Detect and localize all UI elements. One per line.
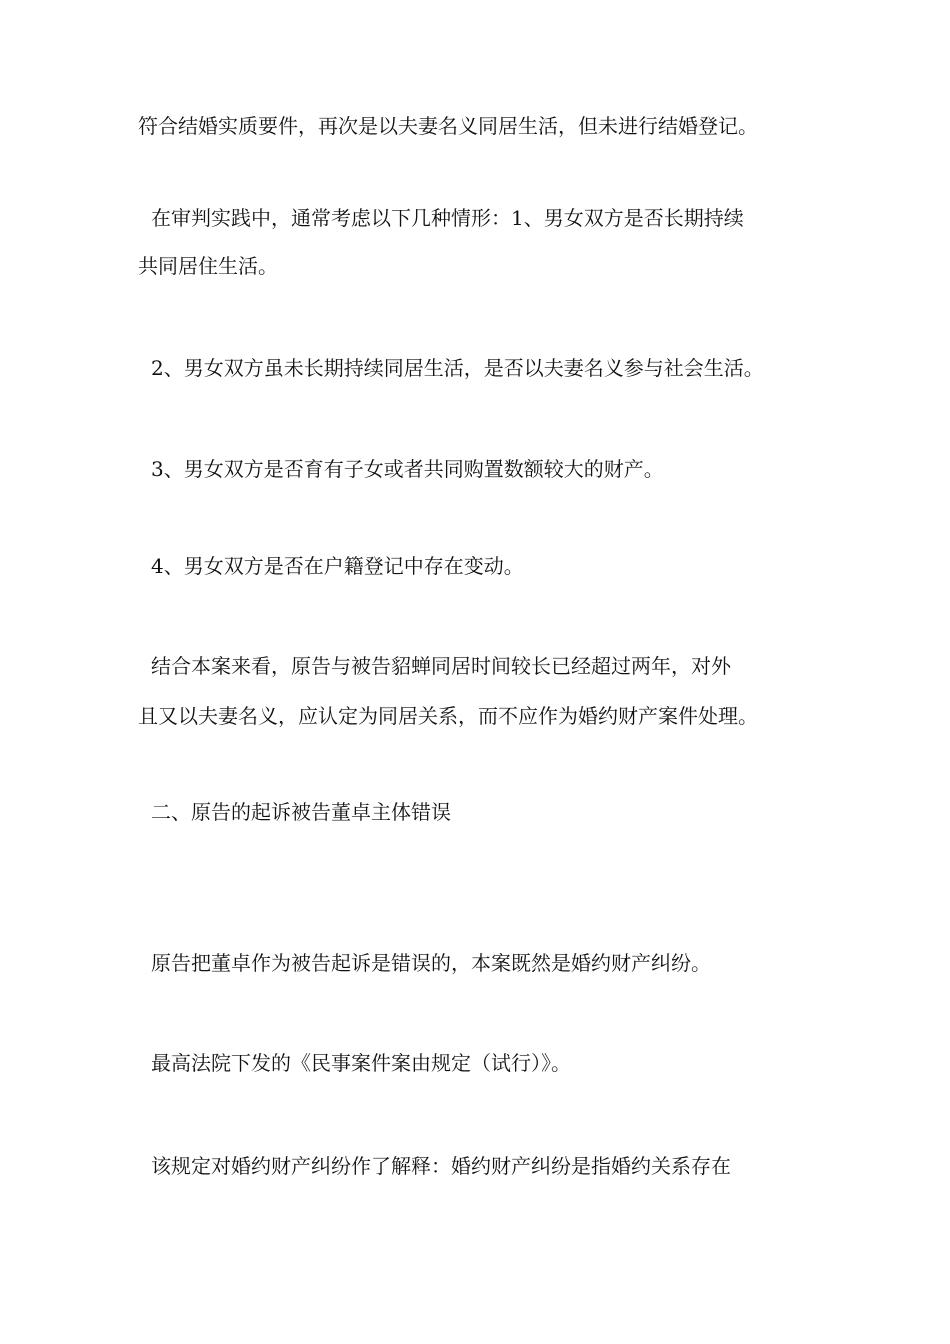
paragraph-line-7: 结合本案来看，原告与被告貂蝉同居时间较长已经超过两年，对外 <box>151 654 731 678</box>
paragraph-line-4: 2、男女双方虽未长期持续同居生活，是否以夫妻名义参与社会生活。 <box>151 356 764 380</box>
paragraph-line-1: 符合结婚实质要件，再次是以夫妻名义同居生活，但未进行结婚登记。 <box>138 114 758 138</box>
paragraph-line-2: 在审判实践中，通常考虑以下几种情形：1、男女双方是否长期持续 <box>151 206 744 230</box>
paragraph-line-8: 且又以夫妻名义，应认定为同居关系，而不应作为婚约财产案件处理。 <box>138 704 758 728</box>
paragraph-line-11: 该规定对婚约财产纠纷作了解释：婚约财产纠纷是指婚约关系存在 <box>151 1154 731 1178</box>
paragraph-line-10: 最高法院下发的《民事案件案由规定（试行）》。 <box>151 1051 571 1075</box>
section-heading: 二、原告的起诉被告董卓主体错误 <box>151 800 451 824</box>
paragraph-line-5: 3、男女双方是否育有子女或者共同购置数额较大的财产。 <box>151 457 664 481</box>
paragraph-line-3: 共同居住生活。 <box>138 254 278 278</box>
paragraph-line-6: 4、男女双方是否在户籍登记中存在变动。 <box>151 554 524 578</box>
paragraph-line-9: 原告把董卓作为被告起诉是错误的，本案既然是婚约财产纠纷。 <box>151 951 711 975</box>
